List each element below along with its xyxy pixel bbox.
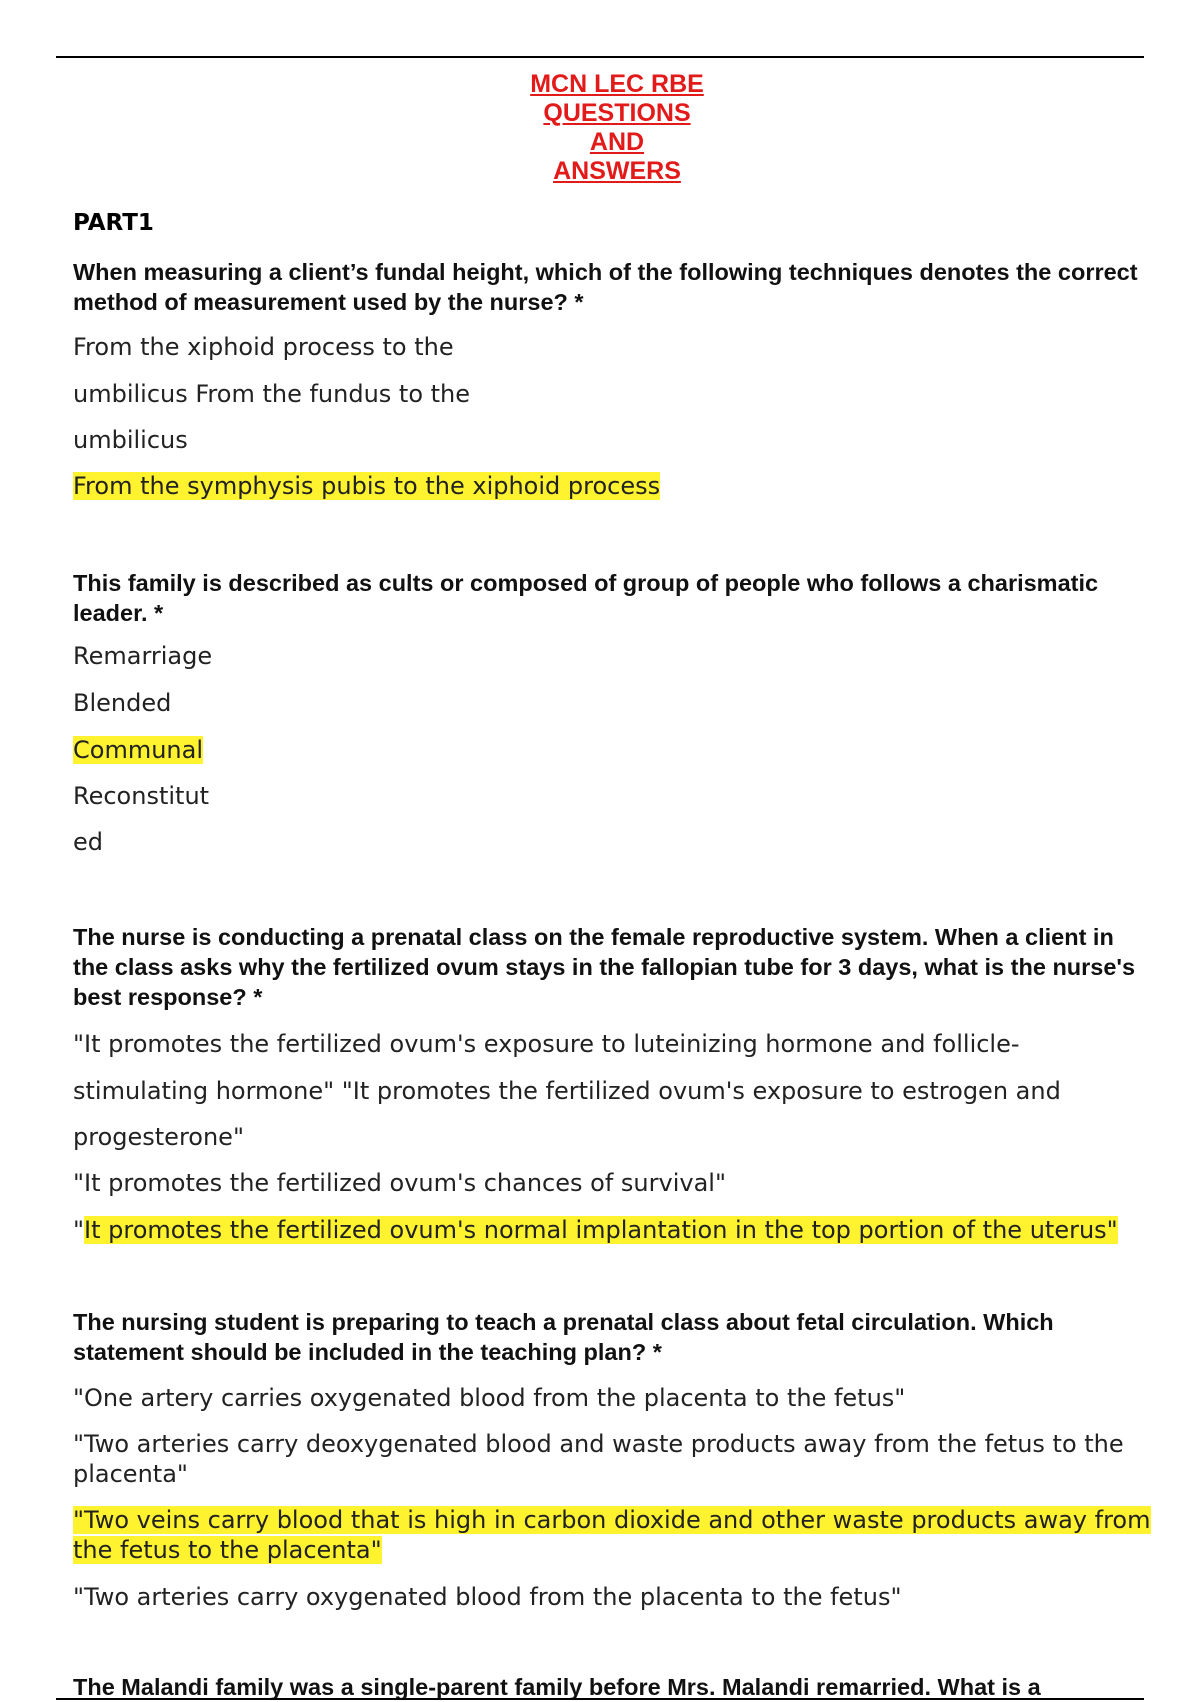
q1-option-line: umbilicus From the fundus to the [73, 380, 471, 408]
q1-option-line: From the xiphoid process to the [73, 333, 454, 361]
q4-option: "One artery carries oxygenated blood from the placenta to the fetus" [73, 1384, 906, 1412]
answer-highlight: "Two veins carry blood that is high in carbon dioxide and other waste products away from the fetus to the placenta" [73, 1506, 1151, 1564]
question-5-text: The Malandi family was a single-parent family before Mrs. Malandi remarried. What is a [73, 1674, 1041, 1700]
q3-option-line: "It promotes the fertilized ovum's exposure to luteinizing hormone and follicle- [73, 1030, 1020, 1058]
q2-option: Blended [73, 689, 172, 717]
q4-option: "Two arteries carry deoxygenated blood and waste products away from the fetus to the placenta" [73, 1430, 1124, 1488]
answer-open-quote: " [73, 1216, 85, 1244]
q3-answer-option [73, 1215, 1118, 1245]
q3-option-line: stimulating hormone" "It promotes the fertilized ovum's exposure to estrogen and [73, 1077, 1061, 1105]
title-line: QUESTIONS [543, 99, 691, 127]
question-1-text: When measuring a client’s fundal height, which of the following techniques denotes the correct method of measurement used by the nurse? * [73, 259, 1138, 315]
part-heading: PART1 [73, 210, 154, 236]
q2-option: Remarriage [73, 642, 213, 670]
q1-answer-option [73, 471, 660, 501]
q2-answer-option [73, 735, 203, 765]
q4-option: "Two arteries carry oxygenated blood from the placenta to the fetus" [73, 1583, 902, 1611]
q3-option-line: "It promotes the fertilized ovum's chances of survival" [73, 1169, 726, 1197]
answer-highlight: From the symphysis pubis to the xiphoid process [73, 472, 661, 500]
title-line: MCN LEC RBE [530, 70, 704, 98]
document-title [0, 70, 1200, 186]
q2-option: ed [73, 828, 103, 856]
q1-option-line: umbilicus [73, 426, 188, 454]
answer-highlight: Communal [73, 736, 203, 764]
question-4-text: The nursing student is preparing to teach a prenatal class about fetal circulation. Which statement should be included in the teaching plan? * [73, 1309, 1054, 1365]
answer-highlight: It promotes the fertilized ovum's normal implantation in the top portion of the uterus" [84, 1216, 1118, 1244]
q4-answer-option [73, 1505, 1173, 1565]
question-2-text: This family is described as cults or composed of group of people who follows a charismatic leader. * [73, 570, 1099, 626]
header-rule [56, 56, 1144, 58]
title-line: ANSWERS [553, 157, 681, 185]
q3-option-line: progesterone" [73, 1123, 244, 1151]
q2-option: Reconstitut [73, 782, 210, 810]
question-3-text: The nurse is conducting a prenatal class on the female reproductive system. When a client in the class asks why the fertilized ovum stays in the fallopian tube for 3 days, what is the nurse's best response? * [73, 924, 1136, 1010]
title-line: AND [589, 128, 645, 156]
